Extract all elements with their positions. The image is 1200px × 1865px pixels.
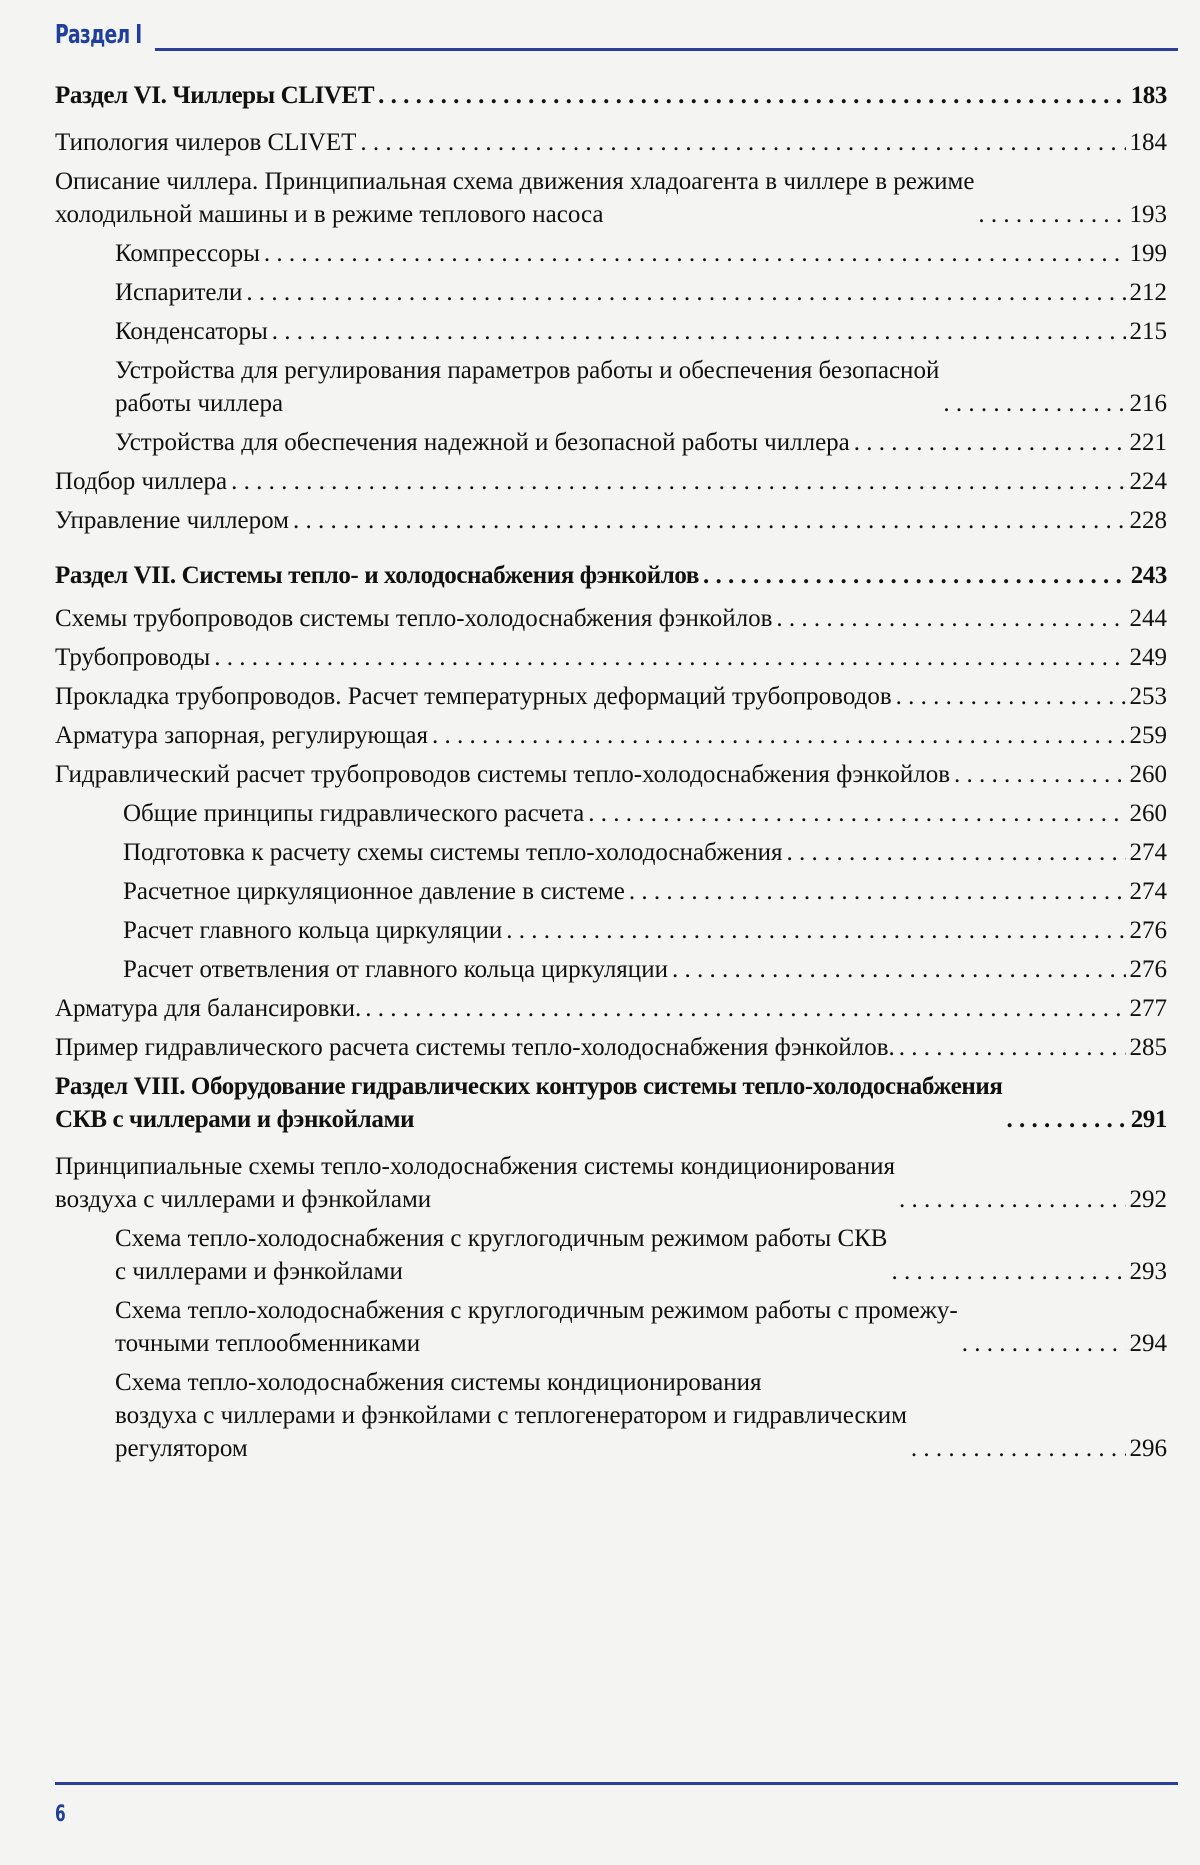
toc-page-number: 291 (1130, 1106, 1167, 1133)
toc-entry (55, 953, 1167, 986)
toc-entry-title: Описание чиллера. Принципиальная схема движения хладоагента в чиллере в режиме холодильной машины и в режиме теплового насоса (55, 168, 975, 228)
toc-page-number: 193 (1129, 201, 1167, 228)
dot-leader (293, 504, 1126, 537)
toc-entry-title: Принципиальные схемы тепло-холодоснабжения системы кондиционирования воздуха с чиллерами и фэнкойлами (55, 1153, 896, 1213)
toc-page-number: 221 (1129, 429, 1167, 456)
dot-leader (672, 953, 1126, 986)
toc-entry-title: Раздел VII. Системы тепло- и холодоснабжения фэнкойлов (55, 562, 699, 589)
toc-page-number: 212 (1129, 279, 1167, 306)
toc-page-number: 274 (1129, 839, 1167, 866)
toc-entry (55, 641, 1167, 674)
toc-page-number: 274 (1129, 878, 1167, 905)
section-header-label: Раздел I (55, 20, 142, 50)
toc-section-heading (55, 1070, 1167, 1136)
toc-page-number: 277 (1129, 995, 1167, 1022)
toc-entry (55, 276, 1167, 309)
toc-entry-title: Типология чилеров CLIVET (55, 129, 357, 156)
toc-page-number: 243 (1130, 562, 1167, 589)
toc-entry-title: Арматура для балансировки. (55, 995, 362, 1022)
page-number: 6 (55, 1802, 66, 1827)
toc-page-number: 294 (1129, 1330, 1167, 1357)
dot-leader (272, 315, 1126, 348)
header-rule (155, 48, 1178, 51)
dot-leader (787, 836, 1126, 869)
toc-entry-title: Схема тепло-холодоснабжения с круглогодичным режимом работы СКВ с чиллерами и фэнкойлами (115, 1225, 888, 1285)
toc-page-number: 276 (1129, 917, 1167, 944)
toc-entry-title: Расчет ответвления от главного кольца циркуляции (123, 956, 668, 983)
dot-leader (943, 387, 1125, 420)
dot-leader (899, 1031, 1126, 1064)
toc-entry-title: Устройства для обеспечения надежной и безопасной работы чиллера (115, 429, 850, 456)
dot-leader (891, 1255, 1125, 1288)
toc-page-number: 259 (1129, 722, 1167, 749)
dot-leader (854, 426, 1126, 459)
dot-leader (978, 198, 1125, 231)
toc-entry-title: Управление чиллером (55, 507, 289, 534)
toc-entry-title: Гидравлический расчет трубопроводов системы тепло-холодоснабжения фэнкойлов (55, 761, 950, 788)
toc-entry-title: Подбор чиллера (55, 468, 228, 495)
toc-page-number: 244 (1129, 605, 1167, 632)
toc-entry-title: Арматура запорная, регулирующая (55, 722, 429, 749)
toc-entry (55, 1294, 1167, 1360)
dot-leader (911, 1432, 1126, 1465)
toc-entry (55, 1222, 1167, 1288)
toc-entry (55, 992, 1167, 1025)
toc-page-number: 285 (1129, 1034, 1167, 1061)
dot-leader (776, 602, 1125, 635)
toc-entry (55, 1366, 1167, 1465)
toc-entry-title: Схема тепло-холодоснабжения с круглогодичным режимом работы с промежу- точными теплообменниками (115, 1297, 958, 1357)
dot-leader (246, 276, 1125, 309)
toc-entry-title: Трубопроводы (55, 644, 211, 671)
toc-entry (55, 758, 1167, 791)
dot-leader (264, 237, 1126, 270)
toc-entry (55, 797, 1167, 830)
dot-leader (365, 992, 1125, 1025)
toc-entry-title: Устройства для регулирования параметров работы и обеспечения безопасной работы чиллера (115, 357, 940, 417)
toc-entry (55, 719, 1167, 752)
toc-entry-title: Раздел VI. Чиллеры CLIVET (55, 82, 375, 109)
toc-page-number: 292 (1129, 1186, 1167, 1213)
toc-page-number: 260 (1129, 761, 1167, 788)
toc-page-number: 228 (1129, 507, 1167, 534)
toc-entry-title: Подготовка к расчету схемы системы тепло-холодоснабжения (123, 839, 783, 866)
toc-entry-title: Схемы трубопроводов системы тепло-холодоснабжения фэнкойлов (55, 605, 773, 632)
table-of-contents (55, 79, 1167, 1465)
dot-leader (231, 465, 1125, 498)
toc-entry-title: Прокладка трубопроводов. Расчет температурных деформаций трубопроводов (55, 683, 892, 710)
toc-entry-title: Компрессоры (115, 240, 260, 267)
toc-page-number: 215 (1129, 318, 1167, 345)
toc-page-number: 199 (1129, 240, 1167, 267)
footer-rule (55, 1782, 1178, 1785)
toc-entry (55, 914, 1167, 947)
toc-page-number: 224 (1129, 468, 1167, 495)
dot-leader (954, 758, 1126, 791)
toc-entry-title: Расчетное циркуляционное давление в системе (123, 878, 625, 905)
toc-page-number: 276 (1129, 956, 1167, 983)
dot-leader (1007, 1103, 1127, 1136)
toc-entry (55, 504, 1167, 537)
dot-leader (896, 680, 1126, 713)
toc-entry (55, 315, 1167, 348)
toc-page-number: 216 (1129, 390, 1167, 417)
dot-leader (703, 559, 1127, 592)
toc-page-number: 293 (1129, 1258, 1167, 1285)
toc-entry (55, 237, 1167, 270)
toc-entry-title: Конденсаторы (115, 318, 268, 345)
toc-entry-title: Общие принципы гидравлического расчета (123, 800, 585, 827)
toc-page-number: 249 (1129, 644, 1167, 671)
dot-leader (962, 1327, 1126, 1360)
toc-entry (55, 1150, 1167, 1216)
dot-leader (588, 797, 1125, 830)
toc-entry (55, 426, 1167, 459)
dot-leader (432, 719, 1125, 752)
toc-entry (55, 875, 1167, 908)
toc-entry-title: Схема тепло-холодоснабжения системы кондиционирования воздуха с чиллерами и фэнкойлами с теплогенератором и гидравлическим регулятором (115, 1369, 907, 1462)
toc-page-number: 260 (1129, 800, 1167, 827)
toc-entry-title: Испарители (115, 279, 243, 306)
toc-section-heading (55, 79, 1167, 112)
dot-leader (899, 1183, 1125, 1216)
dot-leader (506, 914, 1125, 947)
toc-section-heading (55, 559, 1167, 592)
toc-page-number: 184 (1129, 129, 1167, 156)
running-header (55, 20, 1178, 52)
toc-entry (55, 126, 1167, 159)
toc-entry (55, 354, 1167, 420)
toc-page-number: 183 (1130, 82, 1167, 109)
dot-leader (629, 875, 1126, 908)
toc-entry-title: Раздел VIII. Оборудование гидравлических контуров системы тепло-холодоснабжения СКВ с чиллерами и фэнкойлами (55, 1073, 1003, 1133)
toc-entry (55, 836, 1167, 869)
dot-leader (214, 641, 1125, 674)
toc-entry (55, 602, 1167, 635)
dot-leader (360, 126, 1125, 159)
toc-page-number: 296 (1129, 1435, 1167, 1462)
toc-entry-title: Пример гидравлического расчета системы тепло-холодоснабжения фэнкойлов. (55, 1034, 895, 1061)
dot-leader (378, 79, 1127, 112)
toc-page-number: 253 (1129, 683, 1167, 710)
toc-entry (55, 165, 1167, 231)
toc-entry (55, 680, 1167, 713)
toc-entry (55, 465, 1167, 498)
toc-entry-title: Расчет главного кольца циркуляции (123, 917, 503, 944)
toc-entry (55, 1031, 1167, 1064)
